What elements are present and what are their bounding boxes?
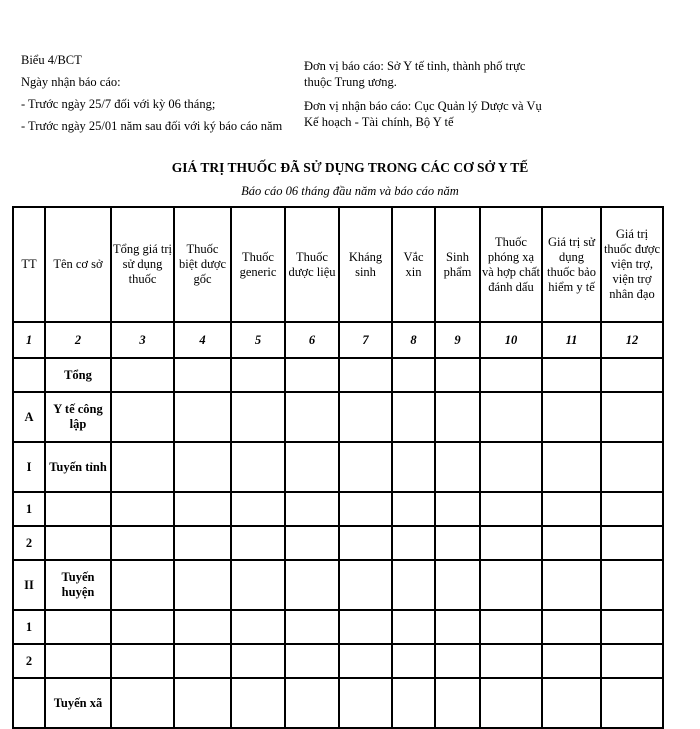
table-row (13, 610, 663, 644)
header-left (21, 52, 296, 140)
row-tt: 2 (13, 644, 45, 678)
column-number: 2 (45, 322, 111, 358)
column-header: Kháng sinh (339, 207, 392, 322)
table-row-public (13, 392, 663, 442)
cell (392, 358, 435, 392)
cell (542, 560, 601, 610)
column-header: Giá trị thuốc được viện trợ, viện trợ nhân đạo (601, 207, 663, 322)
column-number: 10 (480, 322, 542, 358)
row-name (45, 610, 111, 644)
cell (231, 526, 285, 560)
cell (174, 610, 231, 644)
column-header: Tổng giá trị sử dụng thuốc (111, 207, 174, 322)
cell (542, 610, 601, 644)
cell (480, 358, 542, 392)
row-name: Tuyến xã (45, 678, 111, 728)
table-row (13, 644, 663, 678)
cell (435, 678, 480, 728)
cell (111, 358, 174, 392)
cell (480, 526, 542, 560)
cell (392, 644, 435, 678)
cell (339, 678, 392, 728)
cell (542, 644, 601, 678)
row-name (45, 526, 111, 560)
row-name: Tuyến huyện (45, 560, 111, 610)
table-row-total (13, 358, 663, 392)
reporting-unit: Đơn vị báo cáo: Sở Y tế tỉnh, thành phố trực thuộc Trung ương. (304, 59, 526, 89)
cell (392, 526, 435, 560)
cell (601, 442, 663, 492)
cell (542, 392, 601, 442)
cell (111, 610, 174, 644)
cell (542, 526, 601, 560)
receive-date-label: Ngày nhận báo cáo: (21, 75, 121, 89)
column-number: 3 (111, 322, 174, 358)
row-name (45, 644, 111, 678)
cell (285, 442, 339, 492)
cell (392, 442, 435, 492)
column-number: 1 (13, 322, 45, 358)
column-header: Thuốc phóng xạ và hợp chất đánh dấu (480, 207, 542, 322)
cell (392, 610, 435, 644)
cell (435, 358, 480, 392)
cell (435, 526, 480, 560)
row-name: Tuyến tỉnh (45, 442, 111, 492)
row-tt: II (13, 560, 45, 610)
cell (601, 560, 663, 610)
cell (111, 560, 174, 610)
cell (435, 392, 480, 442)
cell (601, 644, 663, 678)
row-tt: 2 (13, 526, 45, 560)
cell (174, 392, 231, 442)
cell (285, 526, 339, 560)
column-header: TT (13, 207, 45, 322)
cell (285, 492, 339, 526)
cell (435, 644, 480, 678)
table-row (13, 492, 663, 526)
column-number: 12 (601, 322, 663, 358)
column-header: Giá trị sử dụng thuốc bảo hiểm y tế (542, 207, 601, 322)
table-row-district (13, 560, 663, 610)
column-header: Thuốc dược liệu (285, 207, 339, 322)
column-header: Thuốc biệt dược gốc (174, 207, 231, 322)
cell (231, 492, 285, 526)
cell (435, 442, 480, 492)
column-number: 5 (231, 322, 285, 358)
column-number: 7 (339, 322, 392, 358)
row-name: Y tế công lập (45, 392, 111, 442)
cell (601, 492, 663, 526)
cell (285, 678, 339, 728)
column-number: 6 (285, 322, 339, 358)
cell (285, 610, 339, 644)
row-tt (13, 678, 45, 728)
cell (339, 492, 392, 526)
receiving-unit: Đơn vị nhận báo cáo: Cục Quản lý Dược và Vụ Kế hoạch - Tài chính, Bộ Y tế (304, 99, 542, 129)
column-header: Thuốc generic (231, 207, 285, 322)
cell (601, 526, 663, 560)
row-tt: 1 (13, 610, 45, 644)
cell (285, 358, 339, 392)
cell (435, 610, 480, 644)
cell (285, 392, 339, 442)
cell (339, 560, 392, 610)
column-number: 4 (174, 322, 231, 358)
row-name: Tổng (45, 358, 111, 392)
cell (111, 442, 174, 492)
row-tt: I (13, 442, 45, 492)
cell (339, 442, 392, 492)
cell (231, 610, 285, 644)
cell (231, 358, 285, 392)
cell (392, 392, 435, 442)
cell (392, 678, 435, 728)
table-row (13, 526, 663, 560)
cell (111, 678, 174, 728)
cell (480, 492, 542, 526)
cell (542, 492, 601, 526)
cell (174, 526, 231, 560)
column-number: 11 (542, 322, 601, 358)
cell (339, 392, 392, 442)
cell (480, 392, 542, 442)
cell (339, 644, 392, 678)
form-code: Biểu 4/BCT (21, 53, 82, 67)
cell (601, 358, 663, 392)
header-right (304, 58, 544, 138)
cell (601, 610, 663, 644)
cell (231, 678, 285, 728)
report-title: GIÁ TRỊ THUỐC ĐÃ SỬ DỤNG TRONG CÁC CƠ SỞ Y TẾ (171, 160, 529, 175)
row-tt: A (13, 392, 45, 442)
cell (174, 492, 231, 526)
report-table (12, 206, 664, 729)
cell (231, 560, 285, 610)
cell (435, 560, 480, 610)
cell (174, 560, 231, 610)
column-number: 9 (435, 322, 480, 358)
row-tt (13, 358, 45, 392)
cell (231, 392, 285, 442)
cell (542, 678, 601, 728)
cell (542, 358, 601, 392)
cell (435, 492, 480, 526)
cell (111, 526, 174, 560)
cell (231, 442, 285, 492)
cell (285, 560, 339, 610)
column-header: Vắc xin (392, 207, 435, 322)
cell (111, 492, 174, 526)
cell (480, 644, 542, 678)
cell (111, 644, 174, 678)
cell (339, 526, 392, 560)
cell (231, 644, 285, 678)
report-subtitle: Báo cáo 06 tháng đầu năm và báo cáo năm (241, 184, 459, 198)
cell (480, 560, 542, 610)
cell (601, 678, 663, 728)
column-number: 8 (392, 322, 435, 358)
cell (285, 644, 339, 678)
cell (480, 678, 542, 728)
column-number-row (13, 322, 663, 358)
table-row-province (13, 442, 663, 492)
cell (339, 610, 392, 644)
cell (174, 358, 231, 392)
cell (174, 678, 231, 728)
column-header: Tên cơ sở (45, 207, 111, 322)
cell (111, 392, 174, 442)
cell (601, 392, 663, 442)
deadline-6-months: - Trước ngày 25/7 đối với kỳ 06 tháng; (21, 97, 216, 111)
cell (480, 442, 542, 492)
table-header-row (13, 207, 663, 322)
column-header: Sinh phẩm (435, 207, 480, 322)
cell (392, 560, 435, 610)
table-row-commune (13, 678, 663, 728)
cell (480, 610, 542, 644)
cell (174, 644, 231, 678)
cell (542, 442, 601, 492)
row-name (45, 492, 111, 526)
row-tt: 1 (13, 492, 45, 526)
cell (339, 358, 392, 392)
deadline-year: - Trước ngày 25/01 năm sau đối với ký báo cáo năm (21, 119, 283, 133)
cell (392, 492, 435, 526)
cell (174, 442, 231, 492)
